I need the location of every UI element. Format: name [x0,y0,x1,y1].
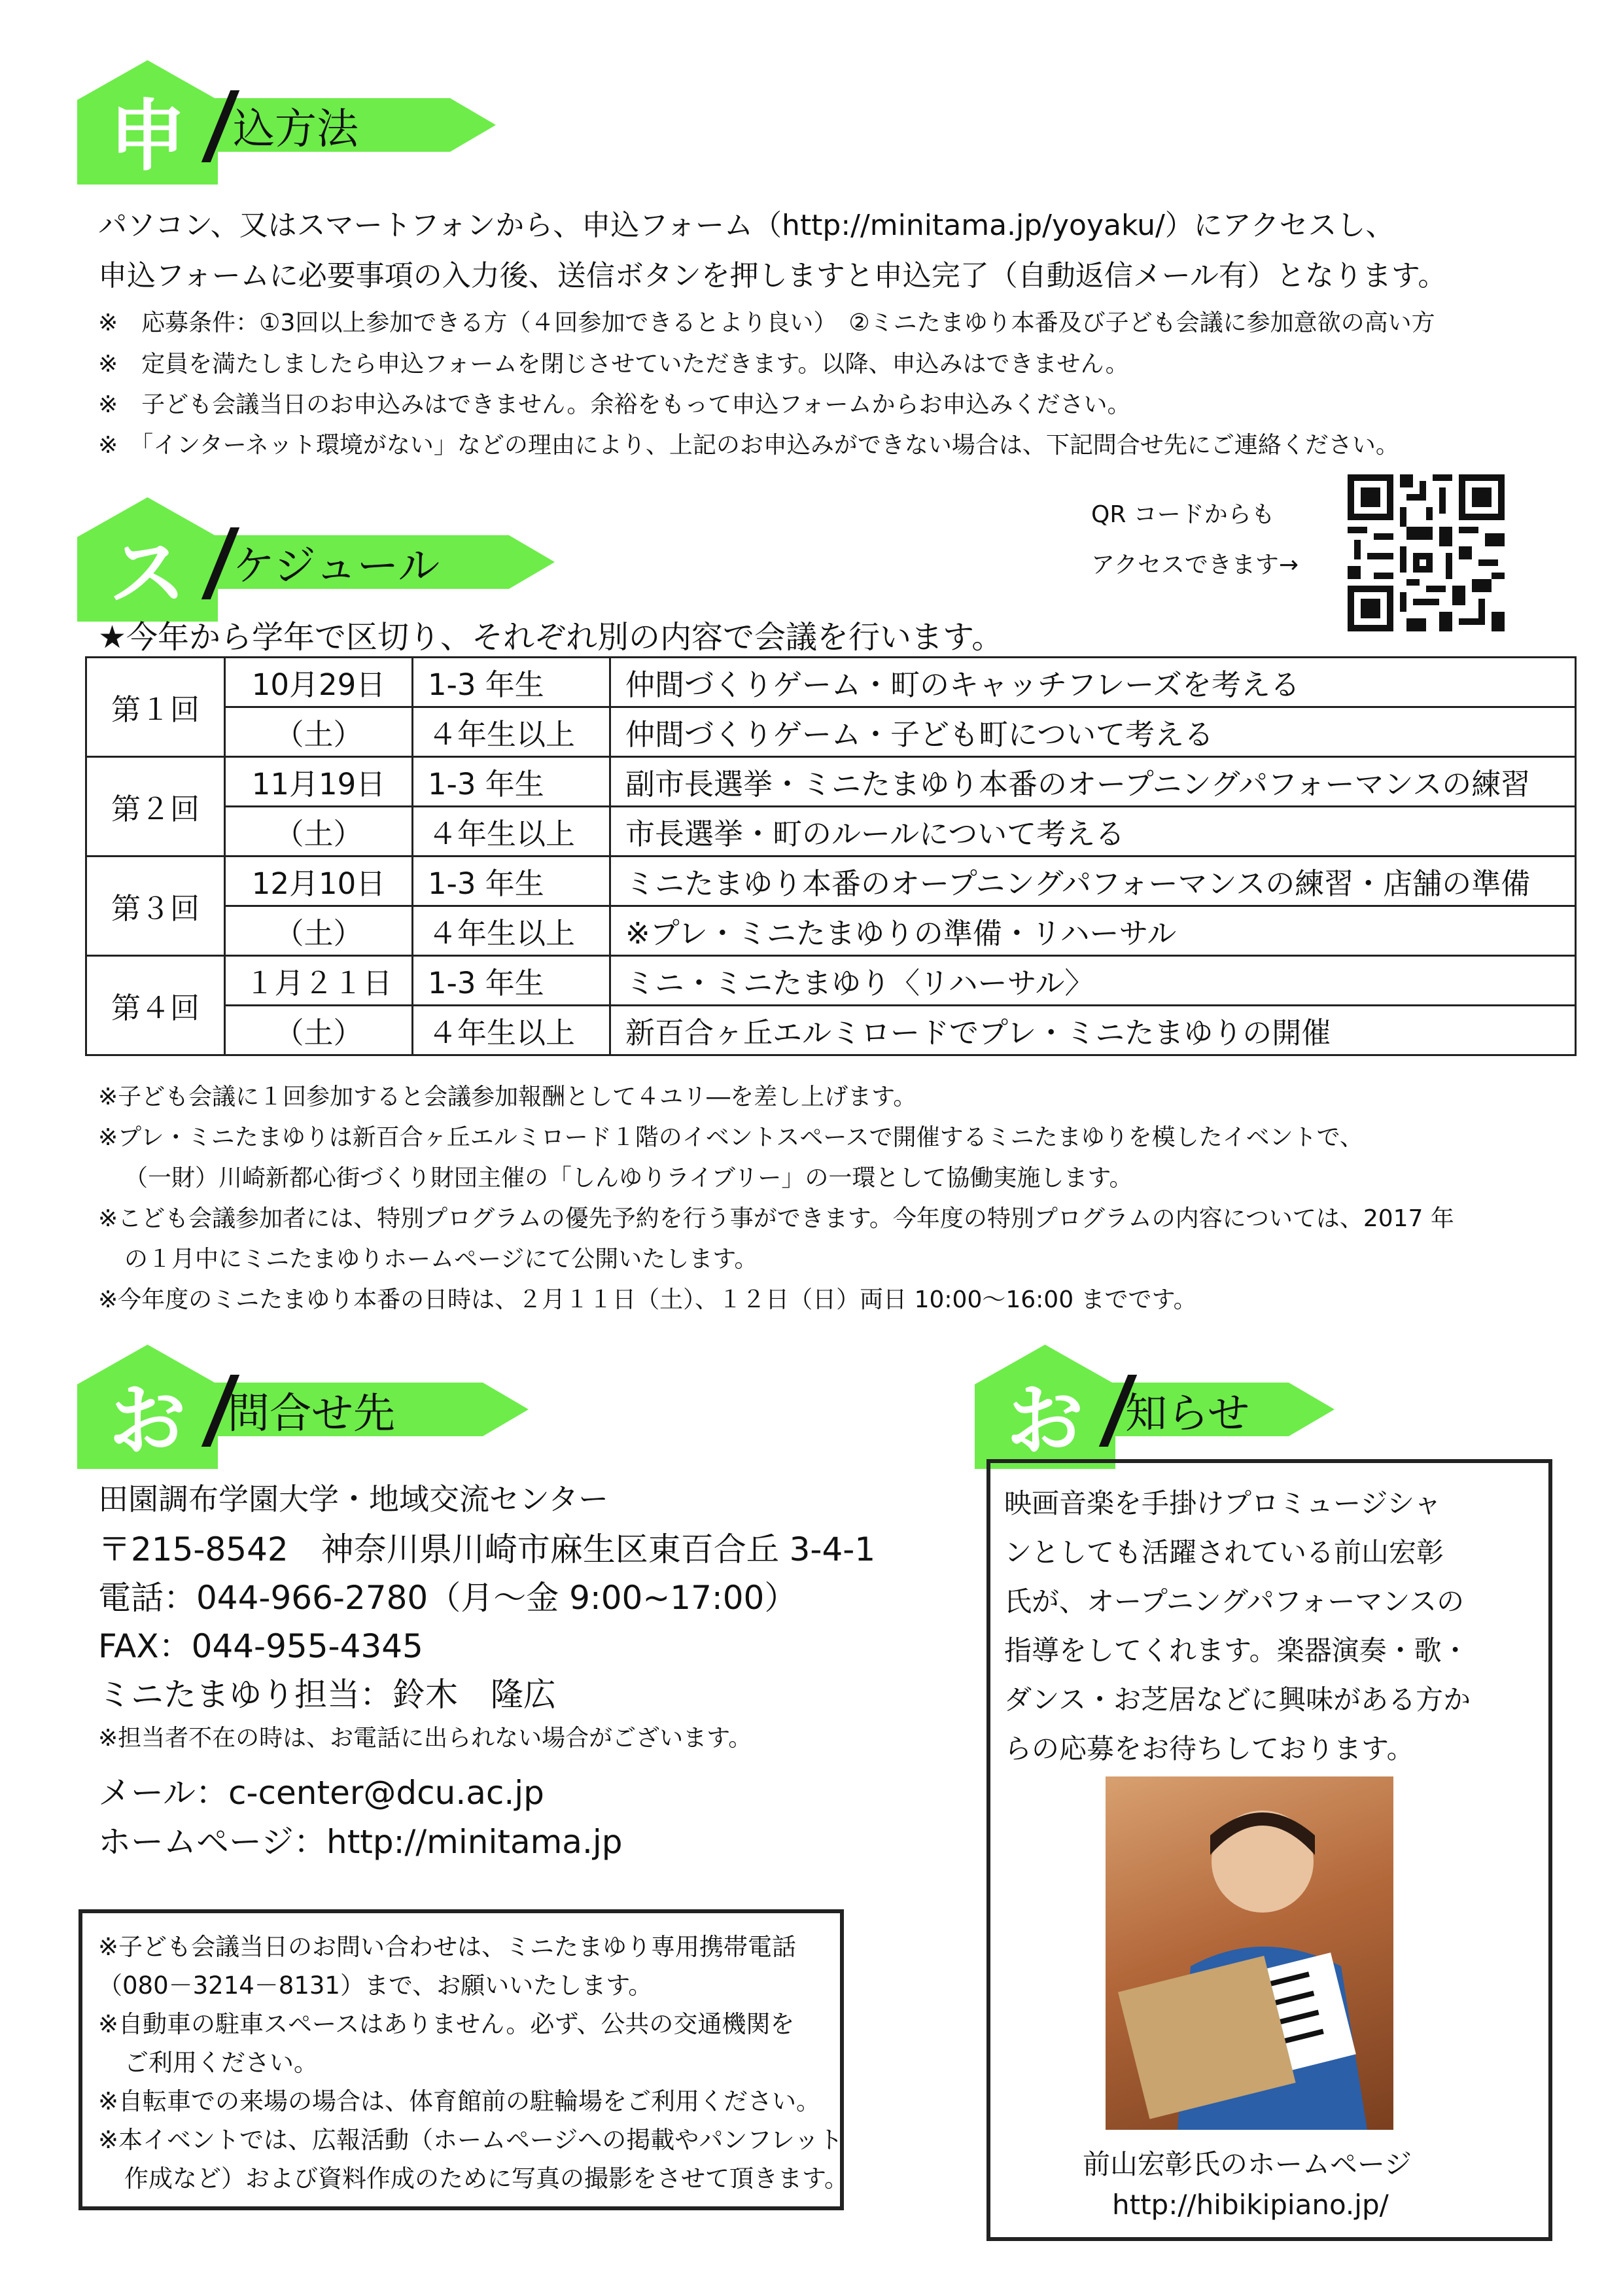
session-number: 第４回 [86,956,225,1055]
section-header-apply [77,60,535,181]
apply-line-2: 申込フォームに必要事項の入力後、送信ボタンを押しますと申込完了（自動返信メール有）となります。 [98,259,1447,292]
session-date: 12月10日 [225,857,413,906]
contact-address: 〒215-8542 神奈川県川崎市麻生区東百合丘 3-4-1 [98,1530,876,1568]
section-initial: 申 [109,91,186,181]
info-line: ※本イベントでは、広報活動（ホームページへの掲載やパンフレット [98,2126,843,2154]
session-date: 11月19日 [225,757,413,807]
contact-person: ミニたまゆり担当：鈴木 隆広 [98,1676,556,1714]
info-line: 作成など）および資料作成のために写真の撮影をさせて頂きます。 [124,2164,849,2193]
table-row [86,906,1576,956]
contact-phone: 電話：044-966-2780（月～金 9:00~17:00） [98,1579,797,1617]
table-row [86,757,1576,807]
info-line: ※自動車の駐車スペースはありません。必ず、公共の交通機関を [98,2010,795,2038]
section-title: ケジュール [233,542,440,591]
session-content: 市長選挙・町のルールについて考える [610,807,1576,857]
session-number: 第３回 [86,857,225,956]
schedule-note: ※プレ・ミニたまゆりは新百合ヶ丘エルミロード１階のイベントスペースで開催するミニたまゆりを模したイベントで、 [98,1124,1363,1151]
schedule-note: ※子ども会議に１回参加すると会議参加報酬として４ユリ―を差し上げます。 [98,1084,917,1110]
session-day: （土） [225,707,413,757]
table-row [86,1006,1576,1055]
apply-line-1: パソコン、又はスマートフォンから、申込フォーム（http://minitama.jp/yoyaku/）にアクセスし、 [98,209,1395,242]
session-content: 副市長選挙・ミニたまゆり本番のオープニングパフォーマンスの練習 [610,757,1576,807]
info-line: ※子ども会議当日のお問い合わせは、ミニたまゆり専用携帯電話 [98,1933,797,1961]
contact-fax: FAX：044-955-4345 [98,1627,423,1665]
schedule-note: の１月中にミニたまゆりホームページにて公開いたします。 [124,1246,758,1273]
session-grade: ４年生以上 [413,906,610,956]
contact-homepage-link[interactable]: ホームページ：http://minitama.jp [98,1823,623,1861]
notice-caption: 前山宏彰氏のホームページ [1083,2148,1412,2180]
qr-caption-1: QR コードからも [1091,501,1275,528]
session-grade: 1-3 年生 [413,857,610,906]
schedule-note: ※こども会議参加者には、特別プログラムの優先予約を行う事ができます。今年度の特別プログラムの内容については、2017 年 [98,1205,1454,1232]
session-number: 第１回 [86,658,225,757]
info-line: ご利用ください。 [124,2049,318,2077]
table-row [86,956,1576,1006]
session-content: 新百合ヶ丘エルミロードでプレ・ミニたまゆりの開催 [610,1006,1576,1055]
section-header-contact [77,1345,535,1466]
info-line: （080－3214－8131）まで、お願いいたします。 [98,1971,653,2000]
session-content: ミニ・ミニたまゆり〈リハーサル〉 [610,956,1576,1006]
table-row [86,807,1576,857]
contact-absent-note: ※担当者不在の時は、お電話に出られない場合がございます。 [98,1725,752,1752]
table-row [86,658,1576,707]
session-number: 第２回 [86,757,225,857]
section-title: 問合せ先 [228,1390,395,1438]
session-content: ※プレ・ミニたまゆりの準備・リハーサル [610,906,1576,956]
session-content: 仲間づくりゲーム・町のキャッチフレーズを考える [610,658,1576,707]
session-grade: 1-3 年生 [413,658,610,707]
section-initial: お [109,1375,186,1466]
session-content: ミニたまゆり本番のオープニングパフォーマンスの練習・店舗の準備 [610,857,1576,906]
contact-org: 田園調布学園大学・地域交流センター [98,1481,609,1517]
session-content: 仲間づくりゲーム・子ども町について考える [610,707,1576,757]
qr-code-icon[interactable] [1348,474,1505,631]
table-row [86,707,1576,757]
session-grade: 1-3 年生 [413,956,610,1006]
session-day: （土） [225,906,413,956]
info-line: ※自転車での来場の場合は、体育館前の駐輪場をご利用ください。 [98,2087,821,2115]
section-initial: お [1006,1375,1084,1466]
notice-line: 指導をしてくれます。楽器演奏・歌・ [1004,1634,1469,1667]
session-grade: ４年生以上 [413,707,610,757]
table-row [86,857,1576,906]
session-date: １月２１日 [225,956,413,1006]
section-header-schedule [77,497,574,618]
musician-photo [1106,1776,1393,2130]
apply-note: ※ 「インターネット環境がない」などの理由により、上記のお申込みができない場合は、下記問合せ先にご連絡ください。 [98,432,1399,459]
contact-mail-link[interactable]: メール：c-center@dcu.ac.jp [98,1774,544,1812]
section-title: 込方法 [233,105,358,154]
session-grade: ４年生以上 [413,1006,610,1055]
schedule-table [85,656,1577,1056]
apply-note: ※ 応募条件：①3回以上参加できる方（４回参加できるとより良い） ②ミニたまゆり本番及び子ども会議に参加意欲の高い方 [98,309,1435,336]
apply-note: ※ 子ども会議当日のお申込みはできません。余裕をもって申込フォームからお申込みください。 [98,391,1131,418]
section-initial: ス [109,528,186,618]
schedule-note: （一財）川崎新都心街づくり財団主催の「しんゆりライブリー」の一環として協働実施します。 [124,1165,1133,1192]
session-grade: 1-3 年生 [413,757,610,807]
section-header-notice [975,1345,1433,1466]
apply-note: ※ 定員を満たしましたら申込フォームを閉じさせていただきます。以降、申込みはできません。 [98,351,1129,378]
qr-caption-2: アクセスできます→ [1091,552,1299,578]
session-day: （土） [225,1006,413,1055]
section-title: 知らせ [1125,1390,1250,1438]
notice-line: 映画音楽を手掛けプロミュージシャ [1004,1487,1442,1519]
notice-line: 氏が、オープニングパフォーマンスの [1004,1585,1465,1617]
notice-line: らの応募をお待ちしております。 [1004,1733,1414,1765]
session-day: （土） [225,807,413,857]
notice-url-link[interactable]: http://hibikipiano.jp/ [1112,2189,1389,2221]
notice-line: ンとしても活躍されている前山宏彰 [1004,1536,1444,1568]
notice-line: ダンス・お芝居などに興味がある方か [1004,1684,1471,1716]
session-date: 10月29日 [225,658,413,707]
schedule-note: ※今年度のミニたまゆり本番の日時は、２月１１日（土）、１２日（日）両日 10:00～16:00 までです。 [98,1286,1197,1313]
schedule-intro: ★今年から学年で区切り、それぞれ別の内容で会議を行います。 [98,619,1003,656]
session-grade: ４年生以上 [413,807,610,857]
